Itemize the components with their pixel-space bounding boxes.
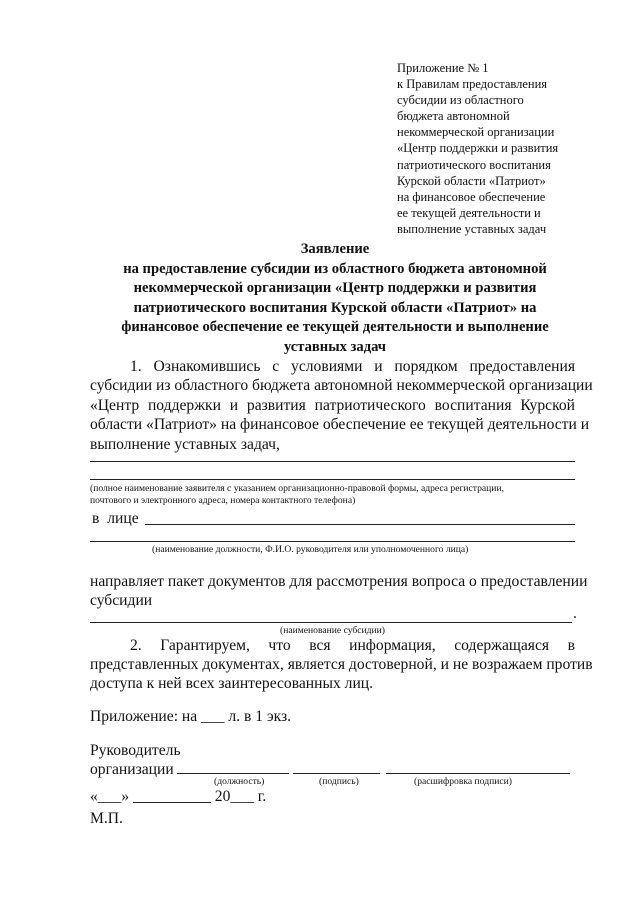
applicant-fill-line[interactable] bbox=[90, 461, 575, 462]
title-line: уставных задач bbox=[283, 338, 387, 355]
paragraph-line: «Центр поддержки и развития патриотического воспитания Курской bbox=[90, 396, 575, 414]
appendix-line: некоммерческой организации bbox=[397, 125, 555, 140]
paragraph-line: субсидии из областного бюджета автономной некоммерческой организации bbox=[90, 377, 593, 395]
applicant-caption: (полное наименование заявителя с указанием организационно-правовой формы, адреса регистрации, bbox=[90, 483, 504, 494]
title-line: некоммерческой организации «Центр поддержки и развития bbox=[133, 280, 537, 296]
appendix-line: Приложение № 1 bbox=[397, 61, 489, 75]
paragraph-line: выполнение уставных задач, bbox=[90, 435, 280, 453]
appendix-line: бюджета автономной bbox=[397, 109, 510, 124]
word: содержащаяся bbox=[454, 637, 550, 654]
subsidy-fill-line[interactable] bbox=[90, 622, 572, 623]
date-year-blank[interactable]: ___ bbox=[230, 788, 254, 805]
word: что bbox=[268, 637, 291, 654]
appendix-line: выполнение уставных задач bbox=[397, 221, 547, 236]
title-line: финансовое обеспечение ее текущей деятельности и выполнение bbox=[121, 319, 549, 335]
signature-caption: (подпись) bbox=[319, 776, 359, 787]
paragraph-2-line: представленных документах, является достоверной, и не возражаем против bbox=[90, 656, 593, 673]
paragraph-2-line: доступа к ней всех заинтересованных лиц. bbox=[90, 675, 374, 692]
paragraph-2-first-line bbox=[130, 636, 575, 655]
subsidy-end-dot: . bbox=[573, 605, 577, 622]
applicant-fill-line[interactable] bbox=[90, 479, 575, 480]
decode-fill-line[interactable] bbox=[386, 773, 570, 774]
sends-line: субсидии bbox=[90, 592, 153, 609]
appendix-line: патриотического воспитания bbox=[397, 157, 551, 172]
applicant-caption: почтового и электронного адреса, номера контактного телефона) bbox=[90, 495, 356, 506]
stamp-label: М.П. bbox=[90, 810, 123, 827]
in-person-label: в лице bbox=[92, 510, 139, 527]
date-day-blank[interactable]: ___ bbox=[97, 788, 122, 805]
decode-caption: (расшифровка подписи) bbox=[414, 776, 512, 787]
date-close-quote: » bbox=[121, 788, 129, 805]
title-line: патриотического воспитания Курской области «Патриот» на bbox=[133, 299, 537, 316]
appendix-block bbox=[397, 60, 597, 237]
appendix-line: «Центр поддержки и развития bbox=[397, 141, 559, 156]
head-fill-line[interactable] bbox=[90, 541, 575, 542]
attachment-prefix: Приложение: на bbox=[90, 708, 198, 725]
word: Гарантируем, bbox=[160, 637, 250, 654]
title-line: на предоставление субсидии из областного бюджета автономной bbox=[123, 260, 547, 277]
title-line: Заявление bbox=[300, 241, 370, 257]
appendix-line: к Правилам предоставления bbox=[397, 77, 548, 92]
attachment-pages-blank[interactable]: ___ bbox=[201, 708, 225, 725]
head-caption: (наименование должности, Ф.И.О. руководителя или уполномоченного лица) bbox=[152, 544, 469, 555]
word: 2. bbox=[130, 637, 142, 654]
appendix-line: ее текущей деятельности и bbox=[397, 205, 541, 220]
signature-fill-line[interactable] bbox=[293, 773, 380, 774]
word: информация, bbox=[349, 637, 436, 654]
appendix-line: субсидии из областного bbox=[397, 93, 524, 108]
document-title bbox=[80, 240, 590, 357]
paragraph-1 bbox=[90, 357, 593, 454]
head-label: Руководитель bbox=[90, 742, 181, 759]
date-open-quote: « bbox=[90, 788, 98, 805]
attachment-suffix: л. в 1 экз. bbox=[228, 708, 292, 725]
sends-line: направляет пакет документов для рассмотрения вопроса о предоставлении bbox=[90, 573, 588, 590]
date-month-blank[interactable] bbox=[133, 788, 211, 803]
word: вся bbox=[309, 637, 331, 654]
appendix-line: на финансовое обеспечение bbox=[397, 189, 546, 204]
appendix-line: Курской области «Патриот» bbox=[397, 173, 546, 188]
word: в bbox=[567, 637, 575, 654]
subsidy-caption: (наименование субсидии) bbox=[280, 625, 385, 636]
attachment-line bbox=[90, 707, 291, 726]
paragraph-line: области «Патриот» на финансовое обеспечение ее текущей деятельности и bbox=[90, 416, 590, 434]
org-label: организации bbox=[90, 761, 174, 778]
date-line bbox=[90, 787, 266, 806]
paragraph-line: 1. Ознакомившись с условиями и порядком предоставления bbox=[130, 358, 575, 375]
in-person-fill-line[interactable] bbox=[145, 524, 575, 525]
position-caption: (должность) bbox=[214, 776, 265, 787]
date-year-prefix: 20 bbox=[214, 788, 231, 805]
position-fill-line[interactable] bbox=[177, 773, 289, 774]
date-year-suffix: г. bbox=[257, 788, 267, 805]
